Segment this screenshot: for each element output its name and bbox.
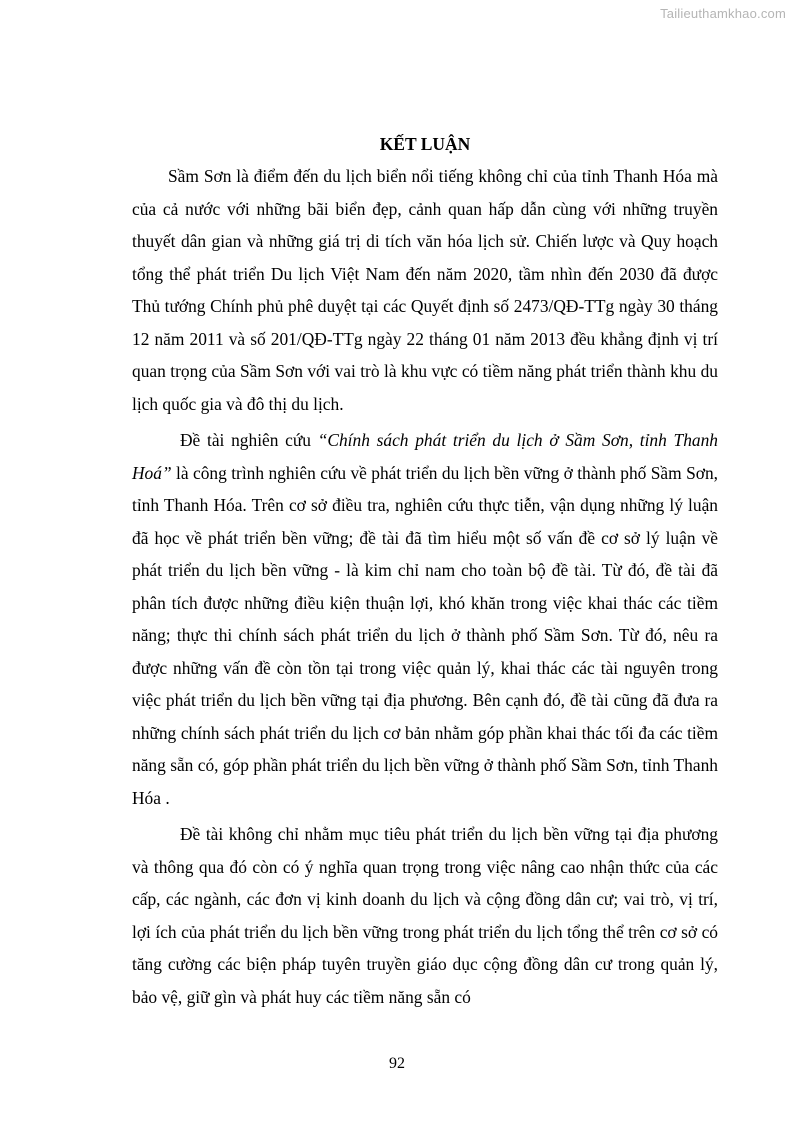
paragraph-2 [132,424,718,814]
paragraph-2-body: là công trình nghiên cứu về phát triển du lịch bền vững ở thành phố Sầm Sơn, tỉnh Thanh Hóa. Trên cơ sở điều tra, nghiên cứu thực tiễn, vận dụng những lý luận đã học về phát triển bền vững; đề tài đã tìm hiểu một số vấn đề cơ sở lý luận về phát triển du lịch bền vững - là kim chỉ nam cho toàn bộ đề tài. Từ đó, đề tài đã phân tích được những điều kiện thuận lợi, khó khăn trong việc khai thác các tiềm năng; thực thi chính sách phát triển du lịch ở thành phố Sầm Sơn. Từ đó, nêu ra được những vấn đề còn tồn tại trong việc quản lý, khai thác các tài nguyên trong việc phát triển du lịch bền vững tại địa phương. Bên cạnh đó, đề tài cũng đã đưa ra những chính sách phát triển du lịch cơ bản nhằm góp phần khai thác tối đa các tiềm năng sẵn có, góp phần phát triển du lịch bền vững ở thành phố Sầm Sơn, tỉnh Thanh Hóa . [132,462,718,808]
page-title: KẾT LUẬN [379,134,471,154]
paragraph-3: Đề tài không chỉ nhằm mục tiêu phát triển du lịch bền vững tại địa phương và thông qua đó còn có ý nghĩa quan trọng trong việc nâng cao nhận thức của các cấp, các ngành, các đơn vị kinh doanh du lịch và cộng đồng dân cư; vai trò, vị trí, lợi ích của phát triển du lịch bền vững trong phát triển du lịch tổng thể trên cơ sở có tăng cường các biện pháp tuyên truyền giáo dục cộng đồng dân cư trong quản lý, bảo vệ, giữ gìn và phát huy các tiềm năng sẵn có [132,824,718,1007]
watermark-text: Tailieuthamkhao.com [660,6,786,21]
paragraph-2-intro: Đề tài nghiên cứu [180,430,318,450]
page-number: 92 [389,1055,405,1072]
paragraph-2-title: “Chính sách phát triển du lịch ở Sầm Sơn, tỉnh Thanh Hoá” [132,430,718,483]
paragraph-1: Sầm Sơn là điểm đến du lịch biển nổi tiếng không chỉ của tỉnh Thanh Hóa mà của cả nước với những bãi biển đẹp, cảnh quan hấp dẫn cùng với những truyền thuyết dân gian và những giá trị di tích văn hóa lịch sử. Chiến lược và Quy hoạch tổng thể phát triển Du lịch Việt Nam đến năm 2020, tầm nhìn đến 2030 đã được Thủ tướng Chính phủ phê duyệt tại các Quyết định số 2473/QĐ-TTg ngày 30 tháng 12 năm 2011 và số 201/QĐ-TTg ngày 22 tháng 01 năm 2013 đều khẳng định vị trí quan trọng của Sầm Sơn với vai trò là khu vực có tiềm năng phát triển thành khu du lịch quốc gia và đô thị du lịch. [132,166,718,414]
page-body [132,128,718,1013]
